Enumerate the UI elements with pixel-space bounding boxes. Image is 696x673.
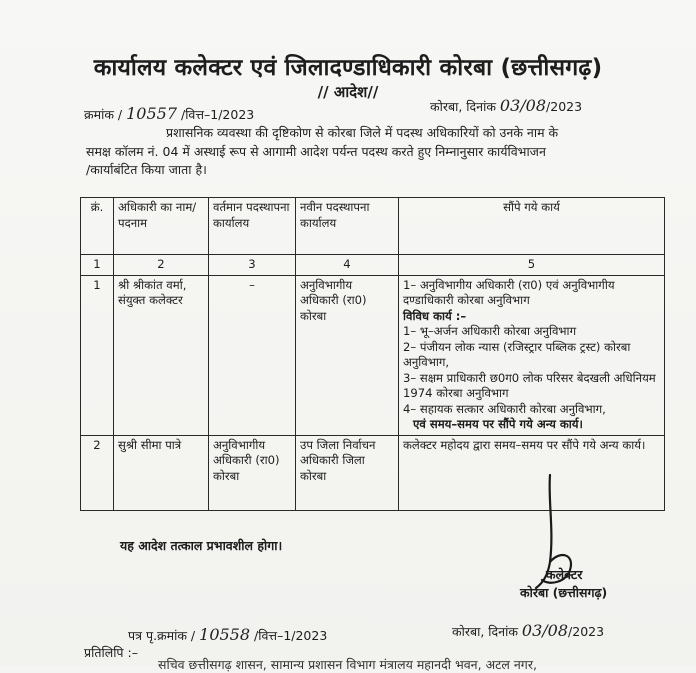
reference-number-handwritten: 10557: [126, 104, 177, 123]
misc-duties-heading: विविध कार्य :–: [403, 308, 467, 323]
column-number: 5: [399, 255, 665, 276]
column-number: 3: [209, 255, 296, 276]
endorsement-date-handwritten: 03/08: [521, 621, 569, 640]
date-year: /2023: [546, 99, 583, 114]
intro-line: समक्ष कॉलम नं. 04 में अस्थाई रूप से आगामी आदेश पर्यन्त पदस्थ करते हुए निम्नानुसार कार्यविभाजन: [86, 143, 546, 159]
column-number-row: [81, 255, 665, 276]
column-number: 4: [296, 255, 399, 276]
row-current-office: –: [209, 275, 296, 435]
header-officer: अधिकारी का नाम/पदनाम: [114, 198, 209, 255]
copy-recipient-line: सचिव छत्तीसगढ़ शासन, सामान्य प्रशासन विभाग मंत्रालय महानदी भवन, अटल नगर,: [158, 657, 537, 672]
header-current-office: वर्तमान पदस्थापना कार्यालय: [209, 198, 296, 255]
order-heading: // आदेश//: [317, 83, 379, 101]
endorsement-date-year: /2023: [568, 624, 605, 639]
endorsement-date-label: कोरबा, दिनांक: [452, 624, 518, 639]
endorsement-date: [452, 621, 604, 640]
intro-line: प्रशासनिक व्यवस्था की दृष्टिकोण से कोरबा जिले में पदस्थ अधिकारियों को उनके नाम के: [166, 125, 559, 140]
assignment-table: [80, 197, 665, 511]
endorsement-suffix: /वित्त–1/2023: [254, 628, 328, 643]
misc-duty-item: 1– भू–अर्जन अधिकारी कोरबा अनुविभाग: [403, 324, 577, 338]
order-date: [430, 96, 582, 115]
duty-main: 1– अनुविभागीय अधिकारी (रा0) एवं अनुविभागीय दण्डाधिकारी कोरबा अनुविभाग: [403, 277, 615, 307]
signatory-place: कोरबा (छत्तीसगढ़): [520, 585, 608, 600]
date-label: कोरबा, दिनांक: [430, 99, 496, 114]
date-handwritten: 03/08: [499, 96, 547, 115]
row-sno: 2: [81, 435, 114, 510]
header-duties: सौंपे गये कार्य: [399, 198, 665, 255]
endorsement-prefix: पत्र पृ.क्रमांक /: [128, 628, 196, 643]
reference-number: [84, 104, 254, 123]
order-intro-paragraph: [86, 124, 666, 180]
misc-duty-item: 2– पंजीयन लोक न्यास (रजिस्ट्रार पब्लिक ट्रस्ट) कोरबा अनुविभाग,: [403, 339, 631, 369]
column-number: 1: [81, 255, 114, 276]
copy-label: प्रतिलिपि :–: [84, 645, 138, 660]
row-duties: [399, 275, 665, 435]
row-officer: श्री श्रीकांत वर्मा, संयुक्त कलेक्टर: [114, 275, 209, 435]
header-new-office: नवीन पदस्थापना कार्यालय: [296, 198, 399, 255]
endorsement-number: [128, 625, 327, 644]
row-duties: कलेक्टर महोदय द्वारा समय–समय पर सौंपे गये अन्य कार्य।: [399, 435, 665, 510]
header-sno: क्रं.: [81, 198, 114, 255]
row-new-office: उप जिला निर्वाचन अधिकारी जिला कोरबा: [296, 435, 399, 510]
table-row: [81, 275, 665, 435]
misc-duties-footer: एवं समय–समय पर सौंपे गये अन्य कार्य।: [413, 417, 583, 431]
misc-duty-item: 4– सहायक सत्कार अधिकारी कोरबा अनुविभाग,: [403, 401, 606, 416]
column-number: 2: [114, 255, 209, 276]
row-current-office: अनुविभागीय अधिकारी (रा0) कोरबा: [209, 435, 296, 510]
endorsement-number-handwritten: 10558: [199, 625, 251, 644]
office-title: कार्यालय कलेक्टर एवं जिलादण्डाधिकारी कोरबा (छत्तीसगढ़): [93, 55, 603, 81]
table-header-row: [81, 198, 665, 255]
row-sno: 1: [81, 275, 114, 435]
signatory-title: कलेक्टर: [546, 567, 583, 582]
misc-duty-item: 3– सक्षम प्राधिकारी छ0ग0 लोक परिसर बेदखली अधिनियम 1974 कोरबा अनुविभाग: [403, 370, 656, 400]
intro-line: /कार्याबंटित किया जाता है।: [86, 162, 207, 177]
effect-statement: यह आदेश तत्काल प्रभावशील होगा।: [120, 538, 283, 553]
reference-suffix: /वित्त–1/2023: [180, 107, 255, 122]
row-officer: सुश्री सीमा पात्रे: [114, 435, 209, 510]
reference-prefix: क्रमांक /: [84, 107, 123, 122]
row-new-office: अनुविभागीय अधिकारी (रा0) कोरबा: [296, 275, 399, 435]
